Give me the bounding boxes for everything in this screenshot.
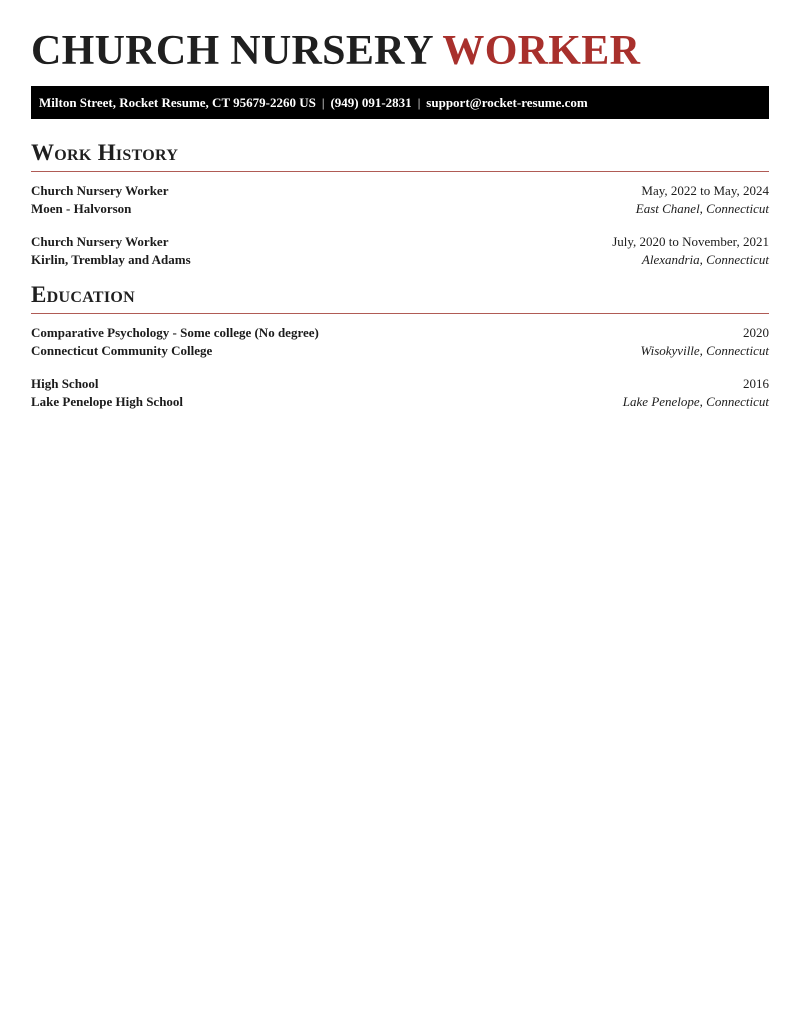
name-last: WORKER [442, 28, 641, 74]
employer-name: Moen - Halvorson [31, 200, 132, 216]
education-entry [31, 375, 769, 410]
contact-address: Milton Street, Rocket Resume, CT 95679-2260 US [39, 95, 316, 110]
name-first: CHURCH NURSERY [31, 28, 433, 74]
graduation-year: 2020 [743, 325, 769, 340]
work-entry [31, 233, 769, 268]
contact-email: support@rocket-resume.com [426, 95, 588, 110]
education-entry [31, 324, 769, 359]
school-location: Wisokyville, Connecticut [640, 342, 769, 358]
job-dates: May, 2022 to May, 2024 [641, 183, 769, 198]
job-title: Church Nursery Worker [31, 183, 169, 198]
work-entry [31, 182, 769, 217]
section-divider [31, 313, 769, 314]
job-dates: July, 2020 to November, 2021 [612, 234, 769, 249]
contact-bar [31, 86, 769, 119]
school-location: Lake Penelope, Connecticut [622, 393, 769, 409]
degree-name: Comparative Psychology - Some college (No degree) [31, 325, 319, 340]
resume-name [31, 0, 769, 74]
contact-phone: (949) 091-2831 [330, 95, 412, 110]
school-name: Lake Penelope High School [31, 393, 184, 409]
degree-name: High School [31, 376, 99, 391]
education-heading: Education [31, 282, 135, 307]
section-divider [31, 171, 769, 172]
employer-name: Kirlin, Tremblay and Adams [31, 251, 191, 267]
graduation-year: 2016 [743, 376, 769, 391]
job-title: Church Nursery Worker [31, 234, 169, 249]
school-name: Connecticut Community College [31, 342, 213, 358]
job-location: Alexandria, Connecticut [641, 251, 769, 267]
work-history-heading: Work History [31, 140, 179, 165]
contact-separator: | [321, 95, 325, 110]
resume-page [31, 0, 769, 410]
contact-separator: | [417, 95, 421, 110]
job-location: East Chanel, Connecticut [635, 200, 769, 216]
